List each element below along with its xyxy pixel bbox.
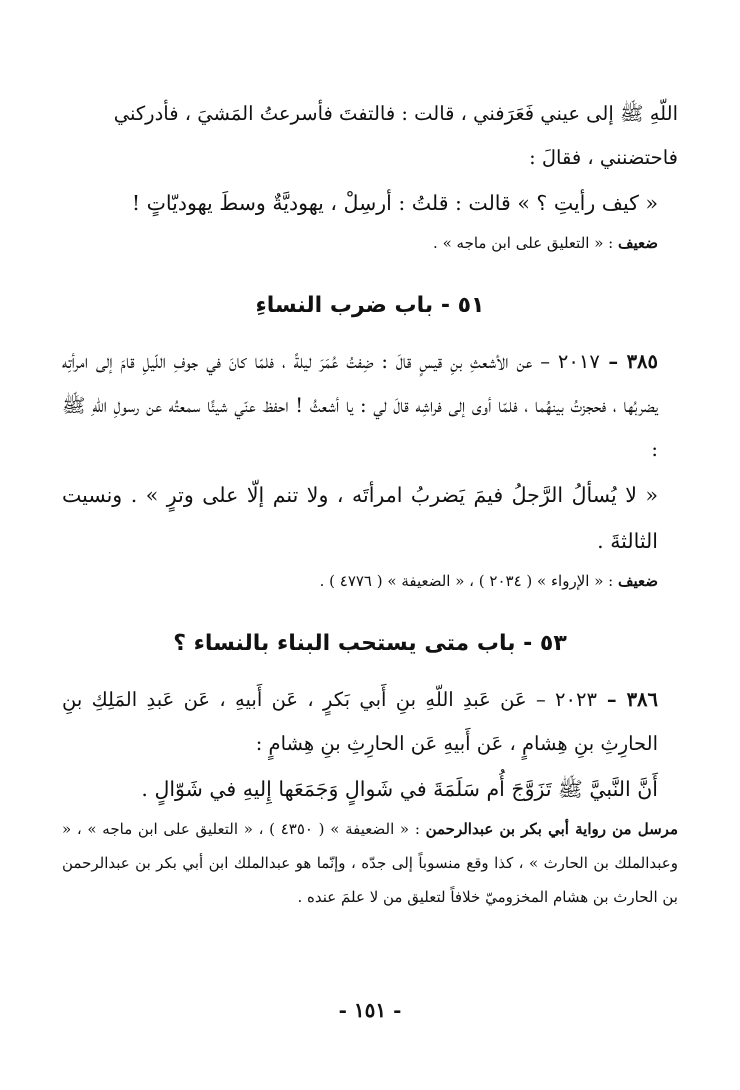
text-line: فاحتضنني ، فقالَ : [529, 146, 678, 169]
grading-label: ضعيف [617, 234, 658, 252]
hadith-text: ٢٠٢٣ – عَن عَبدِ اللّهِ بنِ أَبي بَكرٍ ، عَن أَبيهِ ، عَن عَبدِ المَلِكِ بنِ الحارِثِ بنِ هِشامٍ ، عَن أَبيهِ عَن الحارِثِ بنِ هِشامٍ : [62, 688, 658, 755]
text-line: اللّهِ ﷺ إلى عيني فَعَرَفني ، قالت : فالتفتَ فأسرعتُ المَشيَ ، فأدركني [113, 102, 678, 125]
quoted-hadith: « لا يُسألُ الرَّجلُ فيمَ يَضربُ امرأتَه ، ولا تنم إلّا على وترٍ » . ونسيت الثالثةَ . [62, 483, 658, 553]
grading-label: مرسل من رواية أبي بكر بن عبدالرحمن [425, 820, 678, 838]
grading-note [62, 226, 678, 260]
hadith-paragraph [62, 678, 678, 766]
hadith-number: ٣٨٦ – [596, 688, 658, 711]
page-number: - ١٥١ - [338, 998, 402, 1022]
chapter-heading: ٥١ - باب ضرب النساءِ [255, 293, 485, 318]
grading-text: : « الضعيفة » ( ٤٣٥٠ ) ، « التعليق على ابن ماجه » ، « وعبدالملك بن الحارث » ، كذا وقع منسوباً إلى جدّه ، وإنّما هو عبدالملك ابن أبي بكر بن عبدالرحمن بن الحارث بن هشام المخزوميّ خلافاً لتعليق من لا علمَ عنده . [62, 820, 678, 906]
hadith-text: ٢٠١٧ – عن الأشعثِ بنِ قيسٍ قالَ : ضِفتُ عُمَرَ ليلةً ، فلمّا كانَ في جوفِ اللّيلِ قامَ إلى امرأتِه يضربُها ، فحجزتُ بينهُما ، فلمّا أوى إلى فراشِه قالَ لي : يا أشعثُ ! احفظ عنّي شيئًا سمعتُه عن رسولِ اللّهِ ﷺ : [62, 350, 658, 461]
grading-text: : « التعليق على ابن ماجه » . [433, 234, 618, 252]
grading-note [62, 564, 678, 598]
quoted-hadith: « كيف رأيتِ ؟ » قالت : قلتُ : أرسِلْ ، يهوديَّةٌ وسطَ يهوديّاتٍ ! [131, 191, 658, 215]
hadith-paragraph [62, 340, 678, 472]
quoted-hadith: أَنَّ النَّبيَّ ﷺ تَزَوَّجَ أُم سَلَمَةَ في شَوالٍ وَجَمَعَها إِليهِ في شَوّالٍ . [141, 777, 658, 801]
grading-label: ضعيف [617, 572, 658, 590]
grading-note [62, 812, 678, 914]
grading-text: : « الإرواء » ( ٢٠٣٤ ) ، « الضعيفة » ( ٤٧٧٦ ) . [319, 572, 618, 590]
hadith-number: ٣٨٥ – [599, 350, 658, 373]
chapter-heading: ٥٣ - باب متى يستحب البناء بالنساء ؟ [173, 631, 567, 656]
